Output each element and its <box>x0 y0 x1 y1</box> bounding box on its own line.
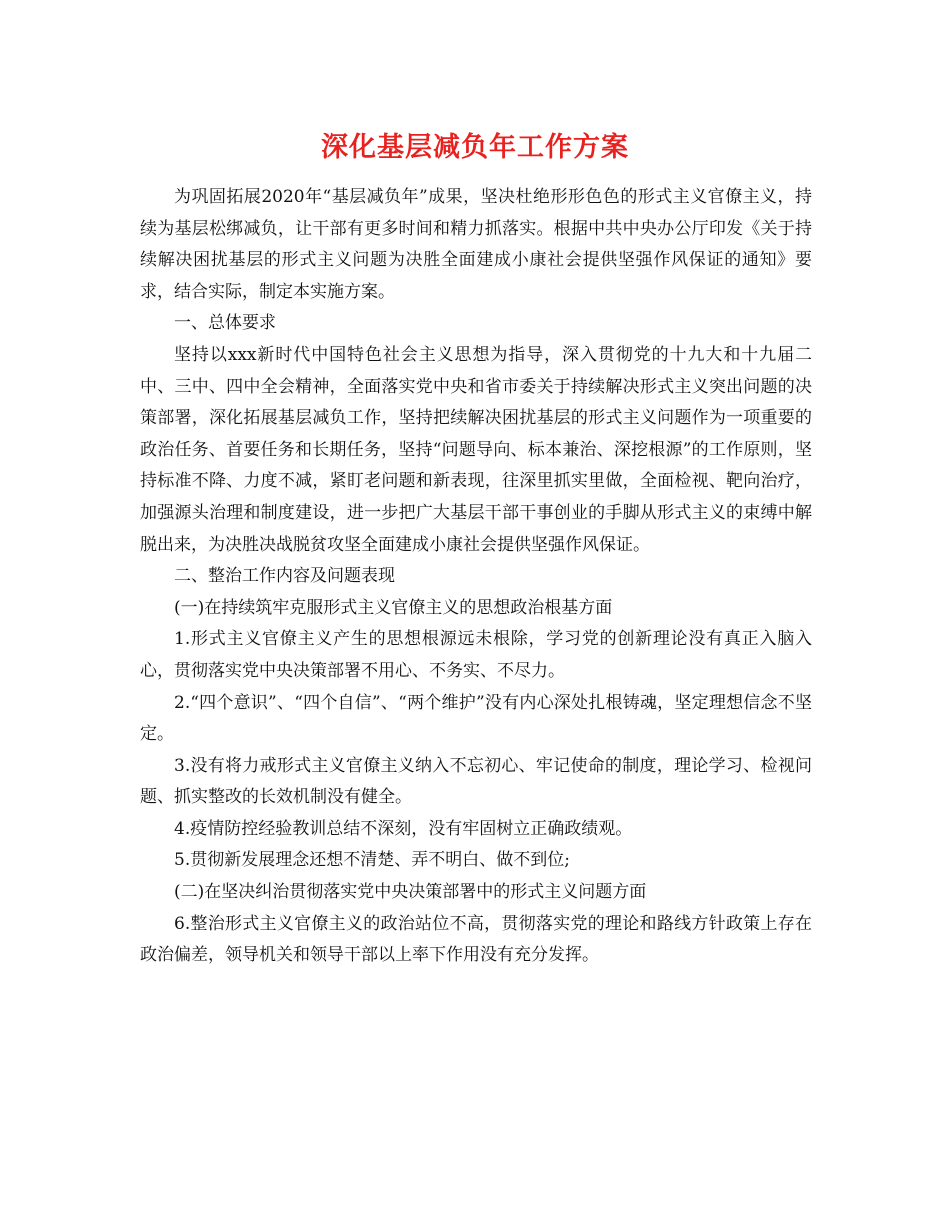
section-heading-rectification-content: 二、整治工作内容及问题表现 <box>174 566 395 587</box>
list-item-3: 3.没有将力戒形式主义官僚主义纳入不忘初心、牢记使命的制度，理论学习、检视问题、抓实整改的长效机制没有健全。 <box>140 755 812 808</box>
list-item-5: 5.贯彻新发展理念还想不清楚、弄不明白、做不到位; <box>174 850 570 871</box>
paragraph-intro: 为巩固拓展2020年“基层减负年”成果，坚决杜绝形形色色的形式主义官僚主义，持续为基层松绑减负，让干部有更多时间和精力抓落实。根据中共中央办公厅印发《关于持续解决困扰基层的形式主义问题为决胜全面建成小康社会提供坚强作风保证的通知》要求，结合实际，制定本实施方案。 <box>140 187 812 302</box>
list-item-4: 4.疫情防控经验教训总结不深刻，没有牢固树立正确政绩观。 <box>174 818 633 839</box>
list-item-6: 6.整治形式主义官僚主义的政治站位不高，贯彻落实党的理论和路线方针政策上存在政治偏差，领导机关和领导干部以上率下作用没有充分发挥。 <box>140 913 812 966</box>
section-heading-general-requirements: 一、总体要求 <box>174 313 276 334</box>
subsection-heading-2: (二)在坚决纠治贯彻落实党中央决策部署中的形式主义问题方面 <box>174 882 647 903</box>
list-item-2: 2.“四个意识”、“四个自信”、“两个维护”没有内心深处扎根铸魂，坚定理想信念不坚定。 <box>140 692 812 745</box>
subsection-heading-1: (一)在持续筑牢克服形式主义官僚主义的思想政治根基方面 <box>174 597 613 618</box>
document-title: 深化基层减负年工作方案 <box>321 132 629 163</box>
paragraph-general-requirements: 坚持以xxx新时代中国特色社会主义思想为指导，深入贯彻党的十九大和十九届二中、三中、四中全会精神，全面落实党中央和省市委关于持续解决形式主义突出问题的决策部署，深化拓展基层减负工作，坚持把续解决困扰基层的形式主义问题作为一项重要的政治任务、首要任务和长期任务，坚持“问题导向、标本兼治、深挖根源”的工作原则，坚持标准不降、力度不减，紧盯老问题和新表现，往深里抓实里做，全面检视、靶向治疗，加强源头治理和制度建设，进一步把广大基层干部干事创业的手脚从形式主义的束缚中解脱出来，为决胜决战脱贫攻坚全面建成小康社会提供坚强作风保证。 <box>140 344 812 555</box>
document-body <box>140 182 812 972</box>
list-item-1: 1.形式主义官僚主义产生的思想根源远未根除，学习党的创新理论没有真正入脑入心，贯彻落实党中央决策部署不用心、不务实、不尽力。 <box>140 629 812 681</box>
